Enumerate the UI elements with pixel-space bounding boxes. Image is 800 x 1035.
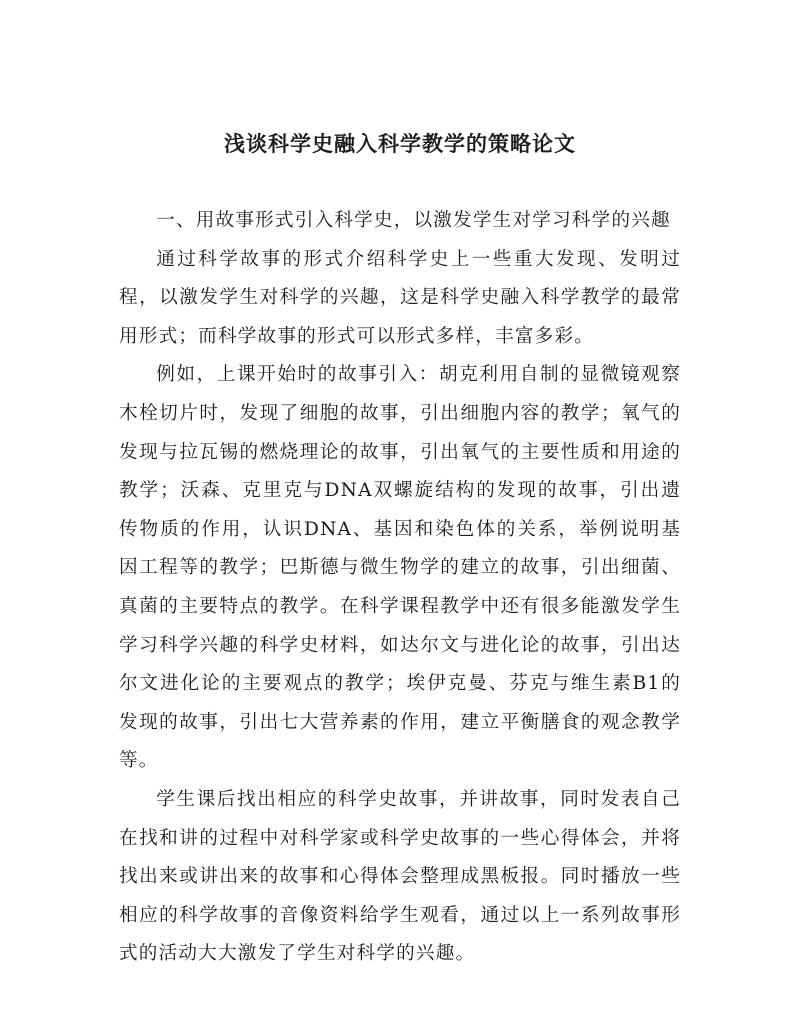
paragraph-intro: 通过科学故事的形式介绍科学史上一些重大发现、发明过程，以激发学生对科学的兴趣，这是科学史融入科学教学的最常用形式；而科学故事的形式可以形式多样，丰富多彩。 <box>119 248 681 347</box>
section-heading: 一、用故事形式引入科学史，以激发学生对学习科学的兴趣 <box>156 210 671 231</box>
paragraph-activities: 学生课后找出相应的科学史故事，并讲故事，同时发表自己在找和讲的过程中对科学家或科学史故事的一些心得体会，并将找出来或讲出来的故事和心得体会整理成黑板报。同时播放一些相应的科学故事的音像资料给学生观看，通过以上一系列故事形式的活动大大激发了学生对科学的兴趣。 <box>119 788 681 965</box>
document-title: 浅谈科学史融入科学教学的策略论文 <box>224 131 576 156</box>
paragraph-examples: 例如，上课开始时的故事引入：胡克利用自制的显微镜观察木栓切片时，发现了细胞的故事，引出细胞内容的教学；氧气的发现与拉瓦锡的燃烧理论的故事，引出氧气的主要性质和用途的教学；沃森、克里克与DNA双螺旋结构的发现的故事，引出遗传物质的作用，认识DNA、基因和染色体的关系，举例说明基因工程等的教学；巴斯德与微生物学的建立的故事，引出细菌、真菌的主要特点的教学。在科学课程教学中还有很多能激发学生学习科学兴趣的科学史材料，如达尔文与进化论的故事，引出达尔文进化论的主要观点的教学；埃伊克曼、芬克与维生素B1的发现的故事，引出七大营养素的作用，建立平衡膳食的观念教学等。 <box>119 364 681 772</box>
document-body <box>119 202 681 974</box>
